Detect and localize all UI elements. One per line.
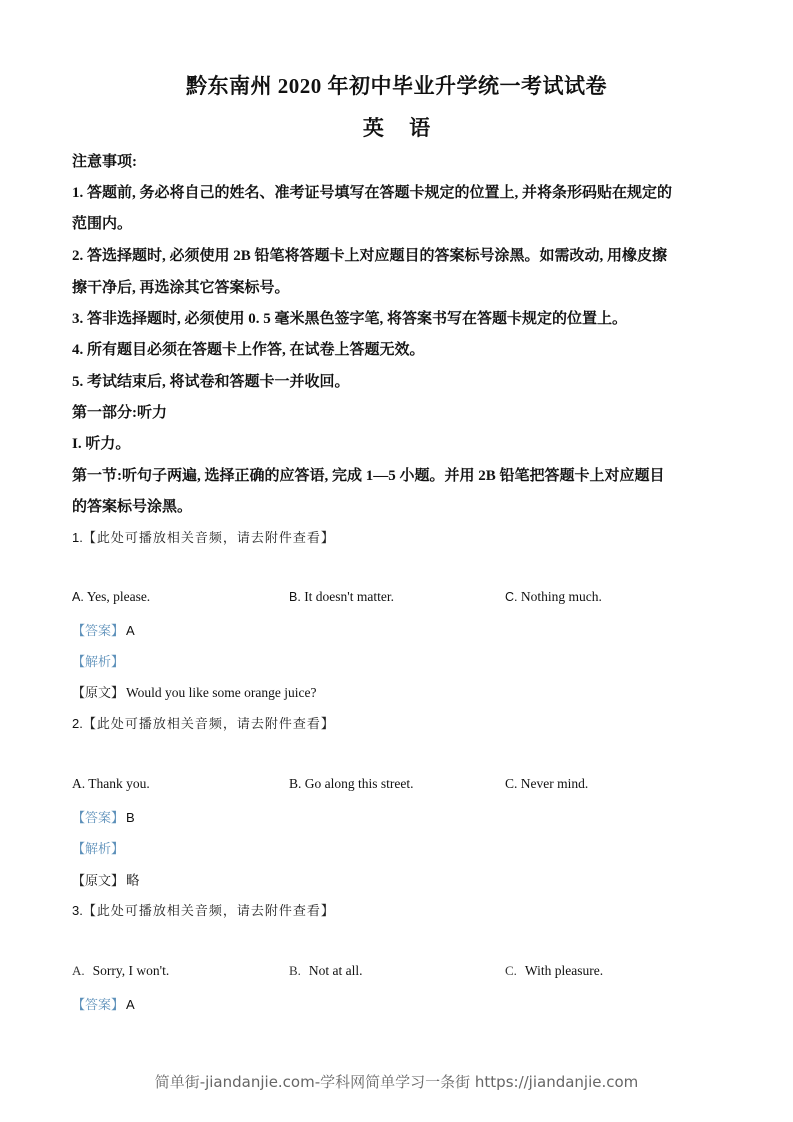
section-instruction: 第一节:听句子两遍, 选择正确的应答语, 完成 1—5 小题。并用 2B 铅笔把答题卡上对应题目 [72,468,665,484]
answer-label: 【答案】 [72,998,125,1013]
question-1-header [72,527,335,546]
section-heading: I. 听力。 [72,436,131,452]
notice-line-3: 3. 答非选择题时, 必须使用 0. 5 毫米黑色签字笔, 将答案书写在答题卡规定的位置上。 [72,311,628,327]
audio-placeholder-link[interactable]: 【此处可播放相关音频，请去附件查看】 [82,531,335,546]
analysis-label: 【解析】 [72,842,125,857]
notice-heading: 注意事项: [72,154,137,170]
answer-label: 【答案】 [72,811,125,826]
question-1-option-c: C. Nothing much. [505,589,602,604]
question-number: 2. [72,716,83,731]
answer-value: B [126,810,135,825]
question-1-original [72,682,317,701]
question-3-option-c: C. With pleasure. [505,963,604,978]
question-2-analysis [72,838,124,857]
question-2-header [72,713,335,732]
part-heading: 第一部分:听力 [72,405,167,421]
question-2-option-a: A. Thank you. [72,776,150,791]
original-label: 【原文】 [72,874,125,889]
question-3-option-a: A. Sorry, I won't. [72,963,170,978]
answer-label: 【答案】 [72,624,125,639]
question-2-option-c: C. Never mind. [505,776,589,791]
exam-subject: 英 语 [362,116,441,140]
notice-line-4: 4. 所有题目必须在答题卡上作答, 在试卷上答题无效。 [72,342,425,358]
question-3-option-b: B. Not at all. [289,963,363,978]
original-text: 略 [126,873,140,888]
question-1-option-b: B. It doesn't matter. [289,589,394,604]
notice-line-5: 5. 考试结束后, 将试卷和答题卡一并收回。 [72,374,350,390]
footer-watermark: 简单街-jiandanjie.com-学科网简单学习一条街 https://jiandanjie.com [154,1073,639,1091]
audio-placeholder-link[interactable]: 【此处可播放相关音频，请去附件查看】 [82,717,335,732]
section-instruction-cont: 的答案标号涂黑。 [72,499,193,515]
answer-value: A [126,997,135,1012]
question-number: 3. [72,903,83,918]
notice-line-2-cont: 擦干净后, 再选涂其它答案标号。 [72,280,290,296]
notice-line-1: 1. 答题前, 务必将自己的姓名、准考证号填写在答题卡规定的位置上, 并将条形码贴在规定的 [72,185,673,201]
exam-title: 黔东南州 2020 年初中毕业升学统一考试试卷 [186,74,607,98]
question-2-original [72,869,140,889]
question-3-answer [72,994,135,1013]
question-2-answer [72,807,135,826]
question-2-option-b: B. Go along this street. [289,776,414,791]
original-label: 【原文】 [72,686,125,701]
notice-line-2: 2. 答选择题时, 必须使用 2B 铅笔将答题卡上对应题目的答案标号涂黑。如需改动, 用橡皮擦 [72,248,668,264]
question-3-header [72,900,335,919]
notice-line-1-cont: 范围内。 [72,216,133,232]
original-text: Would you like some orange juice? [126,685,317,700]
question-1-option-a: A. Yes, please. [72,589,151,604]
question-1-answer [72,620,135,639]
audio-placeholder-link[interactable]: 【此处可播放相关音频，请去附件查看】 [82,904,335,919]
question-number: 1. [72,530,83,545]
answer-value: A [126,623,135,638]
analysis-label: 【解析】 [72,655,125,670]
question-1-analysis [72,651,124,670]
